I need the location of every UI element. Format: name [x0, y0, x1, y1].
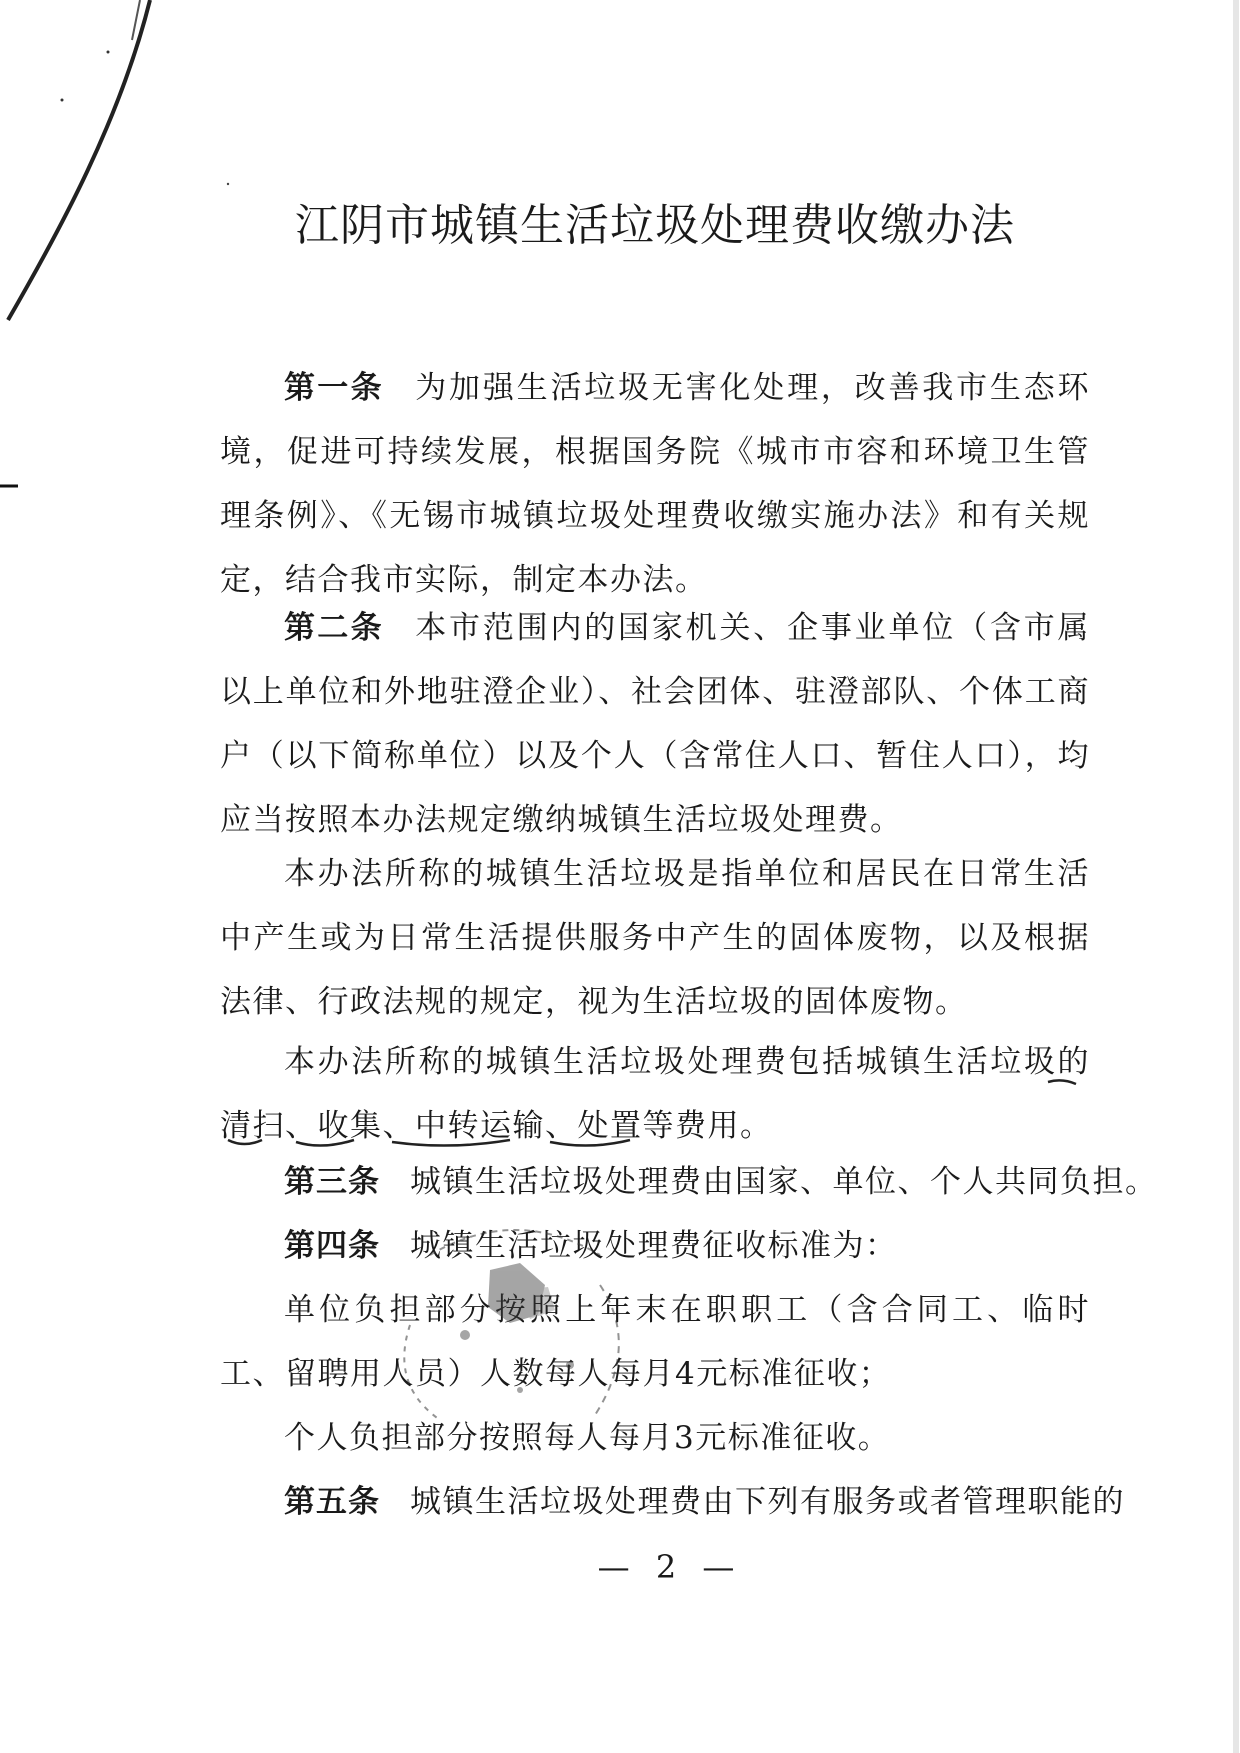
article-5-text: 城镇生活垃圾处理费由下列有服务或者管理职能的 [410, 1484, 1125, 1520]
article-1 [220, 356, 1090, 612]
article-2-text: 本市范围内的国家机关、企事业单位（含市属以上单位和外地驻澄企业）、社会团体、驻澄部队、个体工商户（以下简称单位）以及个人（含常住人口、暂住人口），均应当按照本办法规定缴纳城镇生活垃圾处理费。 [220, 610, 1091, 838]
article-4-personal-part: 个人负担部分按照每人每月3元标准征收。 [284, 1420, 891, 1456]
article-3-label: 第三条 [284, 1164, 380, 1200]
article-4-text: 城镇生活垃圾处理费征收标准为： [410, 1228, 898, 1264]
article-3 [220, 1150, 1158, 1214]
article-5-label: 第五条 [284, 1484, 380, 1520]
definition-fee-paragraph: 本办法所称的城镇生活垃圾处理费包括城镇生活垃圾的清扫、收集、中转运输、处置等费用。 [220, 1044, 1090, 1144]
article-3-text: 城镇生活垃圾处理费由国家、单位、个人共同负担。 [410, 1164, 1158, 1200]
article-5 [220, 1470, 1125, 1534]
article-2-label: 第二条 [284, 610, 384, 646]
article-1-text: 为加强生活垃圾无害化处理，改善我市生态环境，促进可持续发展，根据国务院《城市市容和环境卫生管理条例》、《无锡市城镇垃圾处理费收缴实施办法》和有关规定，结合我市实际，制定本办法。 [220, 370, 1091, 598]
article-4-label: 第四条 [284, 1228, 380, 1264]
article-2 [220, 596, 1090, 852]
document-title: 江阴市城镇生活垃圾处理费收缴办法 [295, 200, 1015, 251]
article-4-unit-part: 单位负担部分按照上年末在职职工（含合同工、临时工、留聘用人员）人数每人每月4元标准征收； [220, 1292, 1090, 1392]
article-4 [220, 1214, 1090, 1278]
article-1-label: 第一条 [284, 370, 384, 406]
definition-waste-paragraph: 本办法所称的城镇生活垃圾是指单位和居民在日常生活中产生或为日常生活提供服务中产生的固体废物，以及根据法律、行政法规的规定，视为生活垃圾的固体废物。 [220, 856, 1090, 1020]
page-number: — 2 — [597, 1548, 743, 1586]
